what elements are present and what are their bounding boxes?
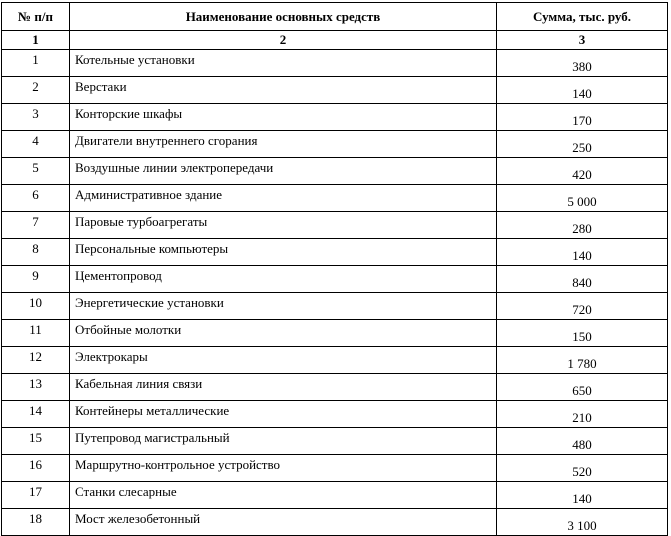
asset-name: Кабельная линия связи xyxy=(70,374,497,401)
asset-sum: 150 xyxy=(497,320,668,347)
table-row xyxy=(2,482,668,509)
table-row xyxy=(2,77,668,104)
asset-name: Верстаки xyxy=(70,77,497,104)
asset-sum: 3 100 xyxy=(497,509,668,536)
row-number: 13 xyxy=(2,374,70,401)
asset-name: Станки слесарные xyxy=(70,482,497,509)
row-number: 12 xyxy=(2,347,70,374)
asset-name: Электрокары xyxy=(70,347,497,374)
row-number: 16 xyxy=(2,455,70,482)
asset-sum: 140 xyxy=(497,239,668,266)
asset-name: Персональные компьютеры xyxy=(70,239,497,266)
column-index-3: 3 xyxy=(497,31,668,50)
asset-sum: 250 xyxy=(497,131,668,158)
row-number: 11 xyxy=(2,320,70,347)
row-number: 14 xyxy=(2,401,70,428)
asset-sum: 210 xyxy=(497,401,668,428)
row-number: 17 xyxy=(2,482,70,509)
row-number: 8 xyxy=(2,239,70,266)
table-row xyxy=(2,401,668,428)
asset-name: Паровые турбоагрегаты xyxy=(70,212,497,239)
asset-sum: 480 xyxy=(497,428,668,455)
asset-sum: 280 xyxy=(497,212,668,239)
asset-sum: 140 xyxy=(497,482,668,509)
table-row xyxy=(2,266,668,293)
header-name: Наименование основных средств xyxy=(70,3,497,31)
asset-name: Административное здание xyxy=(70,185,497,212)
asset-sum: 840 xyxy=(497,266,668,293)
column-index-2: 2 xyxy=(70,31,497,50)
table-row xyxy=(2,347,668,374)
row-number: 5 xyxy=(2,158,70,185)
asset-sum: 720 xyxy=(497,293,668,320)
row-number: 10 xyxy=(2,293,70,320)
table-row xyxy=(2,185,668,212)
row-number: 9 xyxy=(2,266,70,293)
column-index-1: 1 xyxy=(2,31,70,50)
column-index-row xyxy=(2,31,668,50)
table-header-row xyxy=(2,3,668,31)
fixed-assets-table xyxy=(1,2,668,536)
table-row xyxy=(2,50,668,77)
asset-sum: 520 xyxy=(497,455,668,482)
row-number: 2 xyxy=(2,77,70,104)
table-row xyxy=(2,428,668,455)
table-row xyxy=(2,104,668,131)
asset-sum: 1 780 xyxy=(497,347,668,374)
row-number: 18 xyxy=(2,509,70,536)
header-number: № п/п xyxy=(2,3,70,31)
table-row xyxy=(2,320,668,347)
asset-name: Цементопровод xyxy=(70,266,497,293)
row-number: 1 xyxy=(2,50,70,77)
table-row xyxy=(2,212,668,239)
asset-sum: 170 xyxy=(497,104,668,131)
asset-name: Конторские шкафы xyxy=(70,104,497,131)
asset-name: Путепровод магистральный xyxy=(70,428,497,455)
asset-name: Энергетические установки xyxy=(70,293,497,320)
table-row xyxy=(2,455,668,482)
table-row xyxy=(2,131,668,158)
asset-sum: 140 xyxy=(497,77,668,104)
row-number: 15 xyxy=(2,428,70,455)
asset-name: Отбойные молотки xyxy=(70,320,497,347)
header-sum: Сумма, тыс. руб. xyxy=(497,3,668,31)
row-number: 3 xyxy=(2,104,70,131)
asset-sum: 650 xyxy=(497,374,668,401)
asset-sum: 5 000 xyxy=(497,185,668,212)
table-row xyxy=(2,239,668,266)
asset-name: Мост железобетонный xyxy=(70,509,497,536)
asset-name: Маршрутно-контрольное устройство xyxy=(70,455,497,482)
asset-name: Воздушные линии электропередачи xyxy=(70,158,497,185)
table-row xyxy=(2,158,668,185)
row-number: 7 xyxy=(2,212,70,239)
asset-sum: 420 xyxy=(497,158,668,185)
row-number: 6 xyxy=(2,185,70,212)
table-row xyxy=(2,374,668,401)
asset-name: Двигатели внутреннего сгорания xyxy=(70,131,497,158)
row-number: 4 xyxy=(2,131,70,158)
asset-sum: 380 xyxy=(497,50,668,77)
table-row xyxy=(2,293,668,320)
asset-name: Котельные установки xyxy=(70,50,497,77)
asset-name: Контейнеры металлические xyxy=(70,401,497,428)
table-row xyxy=(2,509,668,536)
